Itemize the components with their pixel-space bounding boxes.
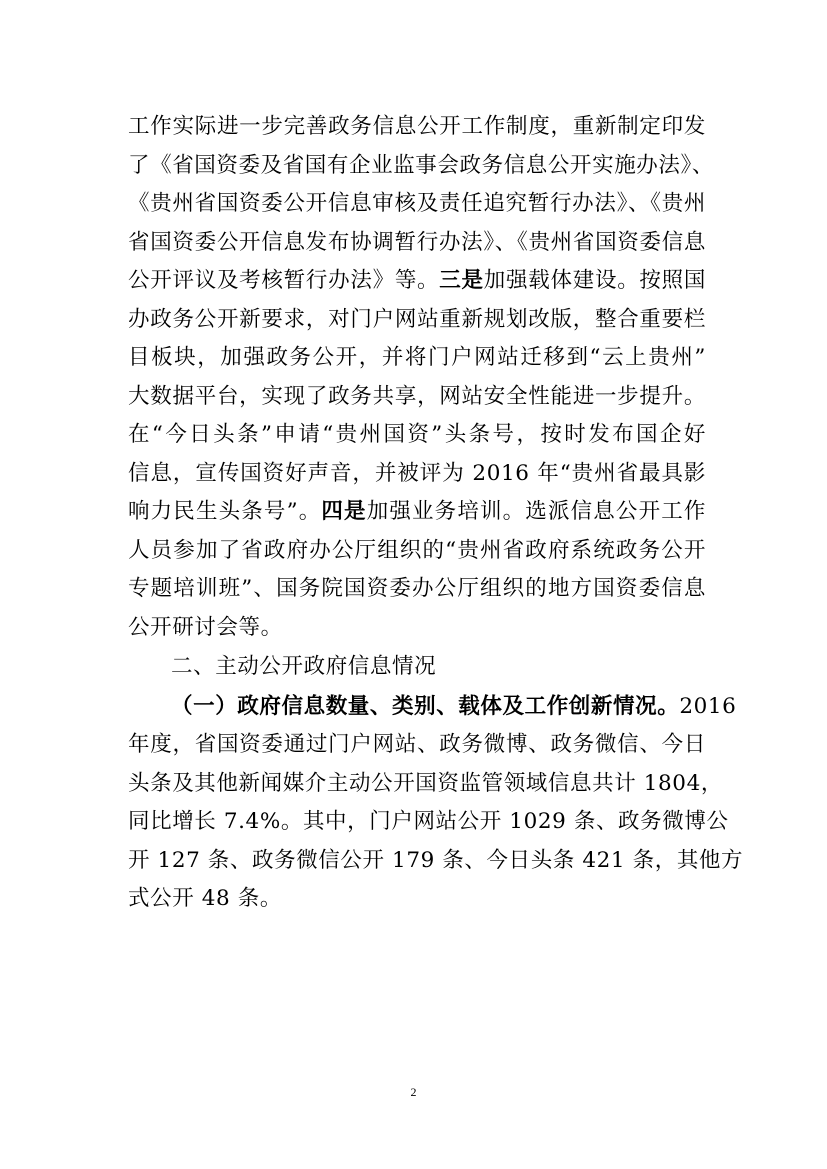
text-line: 大数据平台，实现了政务共享，网站安全性能进一步提升。 [128,383,706,409]
text-segment: 2016 [679,693,737,719]
text-line: 年度，省国资委通过门户网站、政务微博、政务微信、今日 [128,732,706,757]
text-line: 开 127 条、政务微信公开 179 条、今日头条 421 条，其他方 [128,847,744,873]
text-line: 省国资委公开信息发布协调暂行办法》、《贵州省国资委信息 [128,229,706,255]
text-segment: 响力民生头条号”。 [128,499,322,524]
text-line: 办政务公开新要求，对门户网站重新规划改版，整合重要栏 [128,306,706,332]
section-heading: 二、主动公开政府信息情况 [171,654,437,679]
text-line: 同比增长 7.4%。其中，门户网站公开 1029 条、政务微博公 [128,809,729,834]
text-line: 目板块，加强政务公开，并将门户网站迁移到“云上贵州” [128,345,706,370]
text-line: 《贵州省国资委公开信息审核及责任追究暂行办法》、《贵州 [128,191,706,216]
text-line: 在“今日头条”申请“贵州国资”头条号，按时发布国企好 [128,422,706,447]
text-line: 头条及其他新闻媒介主动公开国资监管领域信息共计 1804， [128,770,723,796]
text-segment: 加强载体建设。按照国 [483,268,706,293]
bold-keyword: 四是 [321,499,367,524]
text-line: 式公开 48 条。 [128,886,282,911]
paragraph-1 [128,108,714,647]
text-line: 信息，宣传国资好声音，并被评为 2016 年“贵州省最具影 [128,460,706,486]
text-segment: 加强业务培训。选派信息公开工作 [366,499,706,524]
text-line [128,493,706,532]
subsection-heading: （一）政府信息数量、类别、载体及工作创新情况。 [171,693,680,719]
text-line: 了《省国资委及省国有企业监事会政务信息公开实施办法》、 [128,152,714,178]
text-line: 专题培训班”、国务院国资委办公厅组织的地方国资委信息 [128,576,706,601]
text-segment: 公开评议及考核暂行办法》等。 [128,268,440,293]
bold-keyword: 三是 [439,268,484,293]
text-line: 工作实际进一步完善政务信息公开工作制度，重新制定印发 [128,114,706,139]
text-line [128,262,706,301]
paragraph-2 [128,688,744,919]
text-line: 人员参加了省政府办公厅组织的“贵州省政府系统政务公开 [128,537,706,563]
text-line [128,688,737,727]
page-number: 2 [410,1085,417,1099]
document-body [128,108,744,919]
text-line: 公开研讨会等。 [128,614,283,640]
